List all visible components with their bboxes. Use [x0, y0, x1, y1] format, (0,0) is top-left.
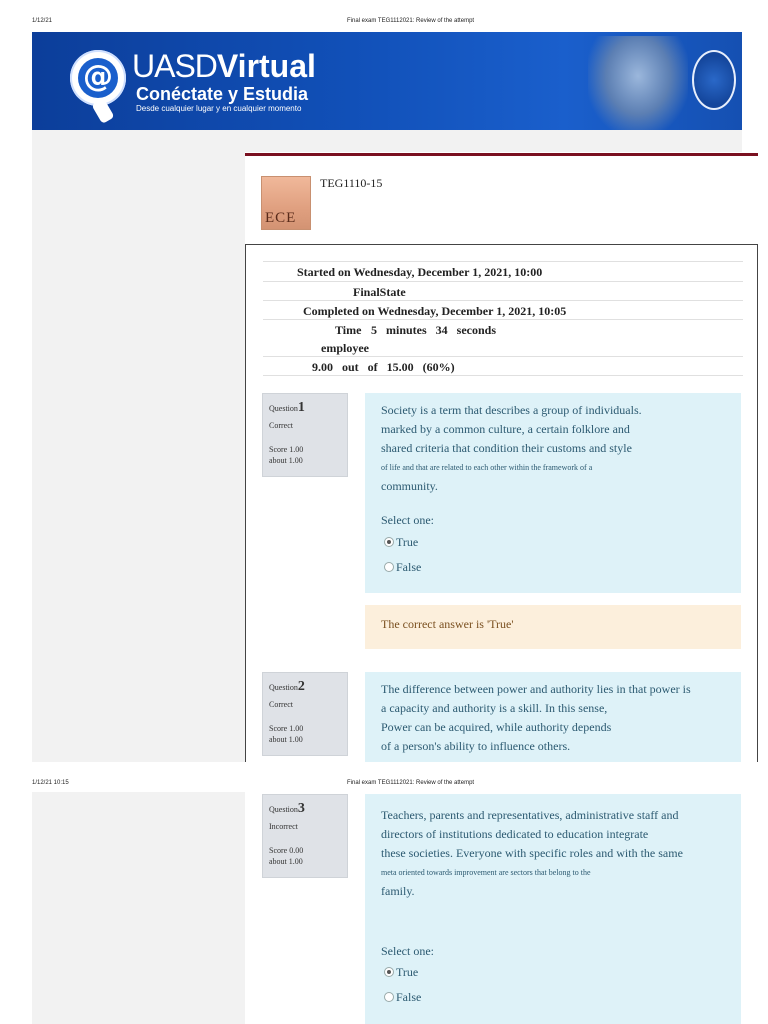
- brand-uasd: UASD: [132, 48, 217, 84]
- print-header: [0, 16, 768, 30]
- course-logo: [261, 176, 311, 230]
- question-info: [262, 794, 348, 878]
- brand-tagline: Conéctate y Estudia: [136, 84, 309, 104]
- university-seal-icon: [692, 50, 736, 110]
- question-label: Question: [269, 404, 298, 413]
- print-title: Final exam TEG1112021: Review of the attempt: [347, 18, 475, 24]
- question-content: [365, 794, 741, 1024]
- question-content: [365, 672, 741, 762]
- print-title: Final exam TEG1112021: Review of the attempt: [347, 780, 475, 786]
- question-state: Incorrect: [269, 822, 298, 831]
- question-number: 2: [297, 679, 305, 694]
- attempt-state: FinalState: [353, 285, 406, 299]
- question-text-line: Teachers, parents and representatives, administrative staff and: [381, 808, 679, 822]
- question-text-line: of a person's ability to influence others.: [381, 739, 571, 753]
- question-state: Correct: [269, 421, 293, 430]
- at-sign-icon: @: [70, 50, 126, 106]
- question-text-line: directors of institutions dedicated to education integrate: [381, 827, 649, 841]
- completed-on: Completed on Wednesday, December 1, 2021, 10:05: [303, 304, 567, 318]
- question-content: [365, 393, 741, 593]
- brand-subtagline: Desde cualquier lugar y en cualquier momento: [136, 104, 302, 113]
- print-date: 1/12/21: [32, 18, 53, 24]
- question-max-score: about 1.00: [269, 735, 303, 744]
- print-header: [0, 778, 768, 792]
- radio-selected-icon[interactable]: [384, 967, 394, 977]
- question-text-line: marked by a common culture, a certain folklore and: [381, 422, 630, 436]
- correct-answer-feedback: [365, 605, 741, 649]
- question-info: [262, 393, 348, 477]
- question-text-line: of life and that are related to each other within the framework of a: [381, 463, 593, 472]
- course-title[interactable]: TEG1110-15: [320, 176, 383, 190]
- question-text-line: Society is a term that describes a group of individuals.: [381, 403, 642, 417]
- question-state: Correct: [269, 700, 293, 709]
- question-label: Question: [269, 805, 298, 814]
- statue-image: [588, 36, 688, 130]
- course-header: [245, 153, 758, 245]
- started-on: Started on Wednesday, December 1, 2021, 10:00: [297, 265, 543, 279]
- question-number: 3: [297, 801, 305, 816]
- question-text-line: The difference between power and authority lies in that power is: [381, 682, 691, 696]
- radio-icon[interactable]: [384, 562, 394, 572]
- page-spacer: [245, 130, 742, 152]
- question-text-line: community.: [381, 479, 438, 493]
- question-text-line: family.: [381, 884, 415, 898]
- radio-icon[interactable]: [384, 992, 394, 1002]
- question-text-line: Power can be acquired, while authority depends: [381, 720, 612, 734]
- select-one-label: Select one:: [381, 944, 434, 958]
- answer-option-label: True: [396, 965, 419, 979]
- site-banner: [32, 32, 742, 130]
- question-number: 1: [297, 400, 305, 415]
- question-info: [262, 672, 348, 756]
- print-date: 1/12/21 10:15: [32, 780, 69, 786]
- question-text-line: meta oriented towards improvement are sectors that belong to the: [381, 868, 591, 877]
- brand-virtual: Virtual: [216, 48, 316, 84]
- brand-name: [132, 48, 316, 85]
- grade-value: 9.00 out of 15.00 (60%): [312, 360, 455, 374]
- radio-selected-icon[interactable]: [384, 537, 394, 547]
- question-text-line: shared criteria that condition their customs and style: [381, 441, 632, 455]
- question-text-line: these societies. Everyone with specific roles and with the same: [381, 846, 683, 860]
- question-max-score: about 1.00: [269, 456, 303, 465]
- question-text-line: a capacity and authority is a skill. In this sense,: [381, 701, 608, 715]
- question-label: Question: [269, 683, 298, 692]
- attempt-summary-table: [263, 261, 743, 376]
- select-one-label: Select one:: [381, 513, 434, 527]
- course-logo-text: ECE: [265, 210, 297, 226]
- time-taken-value: 5 minutes 34 seconds: [371, 323, 497, 337]
- question-max-score: about 1.00: [269, 857, 303, 866]
- employee-label: employee: [321, 341, 369, 355]
- answer-option-label: True: [396, 535, 419, 549]
- question-score: Score 1.00: [269, 445, 304, 454]
- feedback-text: The correct answer is 'True': [381, 617, 514, 631]
- left-sidebar: [32, 792, 245, 1024]
- question-score: Score 1.00: [269, 724, 304, 733]
- left-sidebar: [32, 130, 245, 762]
- answer-option-label: False: [396, 560, 422, 574]
- time-taken-label: Time: [335, 323, 362, 337]
- answer-option-label: False: [396, 990, 422, 1004]
- question-score: Score 0.00: [269, 846, 304, 855]
